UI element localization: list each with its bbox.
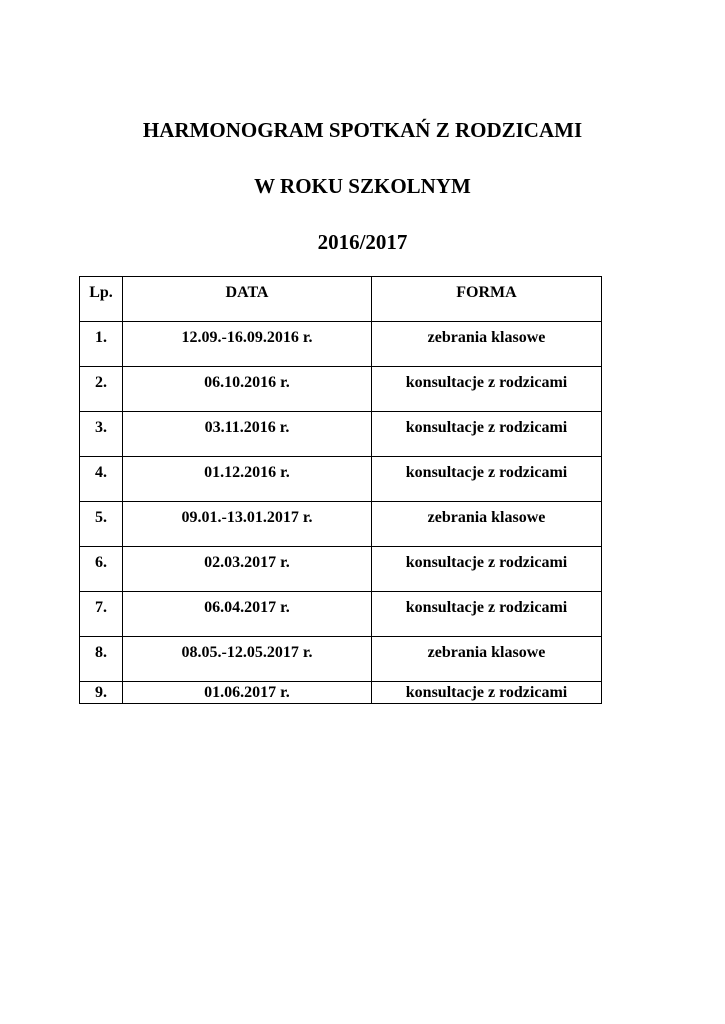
table-row <box>80 322 602 367</box>
cell-lp: 7. <box>80 592 123 637</box>
cell-forma: konsultacje z rodzicami <box>372 412 602 457</box>
cell-lp: 8. <box>80 637 123 682</box>
cell-data: 08.05.-12.05.2017 r. <box>123 637 372 682</box>
cell-data: 12.09.-16.09.2016 r. <box>123 322 372 367</box>
table-row <box>80 682 602 704</box>
cell-data: 09.01.-13.01.2017 r. <box>123 502 372 547</box>
cell-forma: konsultacje z rodzicami <box>372 547 602 592</box>
cell-data: 06.10.2016 r. <box>123 367 372 412</box>
cell-lp: 9. <box>80 682 123 704</box>
document-title-line-1: HARMONOGRAM SPOTKAŃ Z RODZICAMI <box>142 118 583 142</box>
table-header <box>80 277 602 322</box>
cell-lp: 4. <box>80 457 123 502</box>
document-school-year: 2016/2017 <box>317 230 408 254</box>
cell-forma: zebrania klasowe <box>372 322 602 367</box>
meetings-schedule-table <box>79 276 602 704</box>
cell-data: 03.11.2016 r. <box>123 412 372 457</box>
table-row <box>80 592 602 637</box>
header-forma: FORMA <box>372 277 602 322</box>
cell-data: 01.12.2016 r. <box>123 457 372 502</box>
cell-data: 06.04.2017 r. <box>123 592 372 637</box>
table-body <box>80 322 602 704</box>
table-header-row <box>80 277 602 322</box>
cell-forma: zebrania klasowe <box>372 637 602 682</box>
cell-lp: 5. <box>80 502 123 547</box>
cell-lp: 1. <box>80 322 123 367</box>
header-data: DATA <box>123 277 372 322</box>
cell-lp: 3. <box>80 412 123 457</box>
document-title-line-2: W ROKU SZKOLNYM <box>254 174 471 198</box>
header-lp: Lp. <box>80 277 123 322</box>
cell-data: 01.06.2017 r. <box>123 682 372 704</box>
table-row <box>80 457 602 502</box>
cell-forma: konsultacje z rodzicami <box>372 457 602 502</box>
cell-forma: konsultacje z rodzicami <box>372 592 602 637</box>
cell-lp: 6. <box>80 547 123 592</box>
table-row <box>80 412 602 457</box>
cell-lp: 2. <box>80 367 123 412</box>
table-row <box>80 547 602 592</box>
table-row <box>80 367 602 412</box>
cell-forma: konsultacje z rodzicami <box>372 682 602 704</box>
cell-forma: konsultacje z rodzicami <box>372 367 602 412</box>
cell-data: 02.03.2017 r. <box>123 547 372 592</box>
table-row <box>80 502 602 547</box>
cell-forma: zebrania klasowe <box>372 502 602 547</box>
table-row <box>80 637 602 682</box>
